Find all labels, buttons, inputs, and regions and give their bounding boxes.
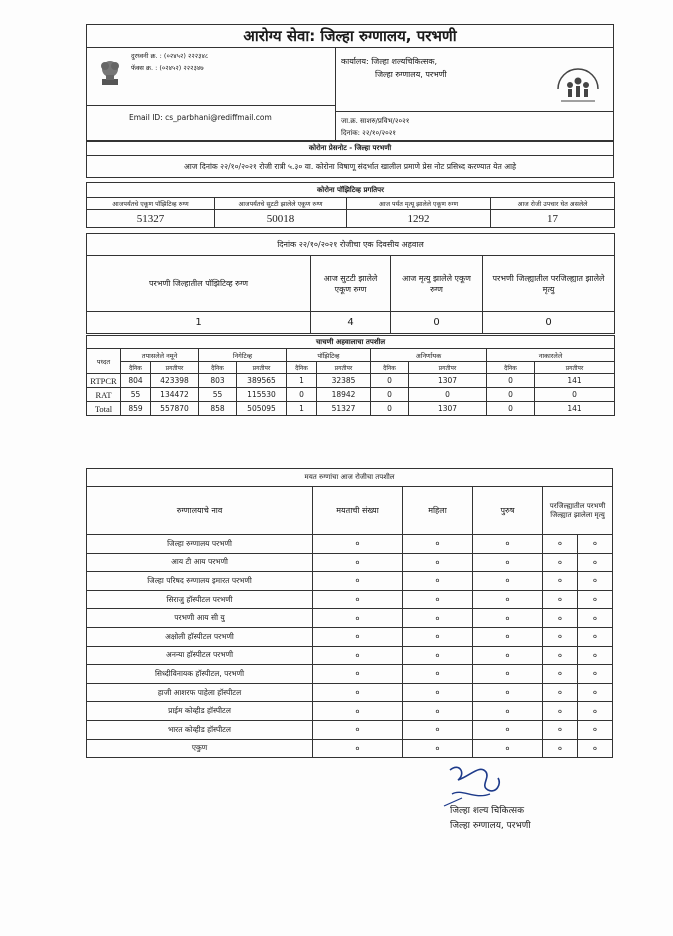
email-address: Email ID: cs_parbhani@rediffmail.com — [129, 113, 272, 122]
male-deaths-cell: ० — [473, 609, 543, 628]
outside-deaths-cell: ० — [578, 590, 613, 609]
table-cell: 0 — [487, 374, 535, 388]
table-cell: 557870 — [151, 402, 199, 416]
table-cell: 141 — [535, 374, 615, 388]
table-cell: 1307 — [409, 374, 487, 388]
nhm-logo-icon — [555, 65, 601, 105]
daily-report-heading: दिनांक २२/१०/२०२१ रोजीचा एक दिवसीय अहवाल — [87, 234, 615, 256]
table-cell: 1307 — [409, 402, 487, 416]
sub-header: प्रगतीपर — [409, 362, 487, 374]
total-deaths-cell: ० — [313, 609, 403, 628]
female-deaths-cell: ० — [403, 646, 473, 665]
hospital-name-cell: सिराजु हॉस्पीटल परभणी — [87, 590, 313, 609]
table-row — [87, 720, 613, 739]
table-cell: 0 — [371, 402, 409, 416]
daily-label: परभणी जिल्हातील पॉझिटिव्ह रुग्ण — [87, 256, 311, 312]
table-cell: 55 — [199, 388, 237, 402]
press-note-text: आज दिनांक २२/१०/२०२१ रोजी रात्री ५.३० वा. कोरोना विषाणू संदर्भात खालील प्रमाणे प्रेस नोट प्रसिध्द करण्यात येत आहे — [87, 156, 614, 178]
table-row — [87, 388, 615, 402]
hospital-name-cell: आय टी आय परभणी — [87, 553, 313, 572]
male-deaths-cell: ० — [473, 739, 543, 758]
total-deaths-cell: ० — [313, 535, 403, 554]
sub-header: प्रगतीपर — [535, 362, 615, 374]
sub-header: प्रगतीपर — [151, 362, 199, 374]
hospital-name-cell: अक्षोली हॉस्पीटल परभणी — [87, 627, 313, 646]
col-hospital-header: रुग्णालयाचे नाव — [87, 487, 313, 535]
hospital-name-cell: प्राईम कोव्हीड हॉस्पीटल — [87, 702, 313, 721]
outside-deaths-cell: ० — [543, 702, 578, 721]
office-line-2: जिल्हा रुग्णालय, परभणी — [375, 70, 447, 79]
total-deaths-cell: ० — [313, 627, 403, 646]
total-deaths-cell: ० — [313, 646, 403, 665]
group-header: पॉझिटिव्ह — [287, 349, 371, 362]
male-deaths-cell: ० — [473, 590, 543, 609]
daily-label: आज मृत्यु झालेले एकूण रुग्ण — [391, 256, 483, 312]
office-address — [341, 55, 447, 81]
table-cell: 32385 — [317, 374, 371, 388]
table-cell: 0 — [487, 402, 535, 416]
table-row — [87, 683, 613, 702]
female-deaths-cell: ० — [403, 609, 473, 628]
total-positive-value: 51327 — [87, 210, 215, 228]
deaths-table-body — [86, 534, 613, 758]
table-cell: 115530 — [237, 388, 287, 402]
outside-deaths-cell: ० — [578, 627, 613, 646]
sub-header: दैनिक — [487, 362, 535, 374]
outside-deaths-cell: ० — [578, 535, 613, 554]
hospital-name-cell: एकुण — [87, 739, 313, 758]
female-deaths-cell: ० — [403, 739, 473, 758]
deaths-heading: मयत रुग्णांचा आज रोजीचा तपशील — [87, 469, 613, 487]
table-cell: 0 — [409, 388, 487, 402]
group-header: तपासलेले नमूने — [121, 349, 199, 362]
total-deaths-cell: ० — [313, 665, 403, 684]
table-cell: 141 — [535, 402, 615, 416]
total-deaths-value: 1292 — [347, 210, 491, 228]
female-deaths-cell: ० — [403, 535, 473, 554]
cumulative-label: आजपर्यंतचे एकूण पॉझिटिव्ह रुग्ण — [87, 198, 215, 210]
male-deaths-cell: ० — [473, 535, 543, 554]
male-deaths-cell: ० — [473, 553, 543, 572]
male-deaths-cell: ० — [473, 702, 543, 721]
table-cell: 0 — [371, 388, 409, 402]
daily-deaths-value: 0 — [391, 312, 483, 334]
office-line-1: कार्यालय: जिल्हा शल्यचिकित्सक, — [341, 57, 438, 66]
reference-date: दिनांक: २२/१०/२०२१ — [341, 129, 397, 137]
cumulative-table — [86, 182, 615, 228]
outside-deaths-cell: ० — [543, 665, 578, 684]
table-row — [87, 665, 613, 684]
group-header: नाकारलेले — [487, 349, 615, 362]
method-cell: RTPCR — [87, 374, 121, 388]
testing-table — [86, 335, 615, 416]
letterhead — [86, 24, 614, 142]
press-note-table — [86, 140, 614, 178]
table-row — [87, 646, 613, 665]
signature-designation: जिल्हा शल्य चिकित्सक — [450, 806, 525, 816]
table-cell: 859 — [121, 402, 151, 416]
active-cases-value: 17 — [491, 210, 615, 228]
fax-number: फॅक्स क्र. : (०२४५२) २२२३४७ — [131, 64, 204, 72]
deaths-table — [86, 468, 613, 535]
reference-block — [341, 115, 409, 139]
daily-outside-deaths-value: 0 — [483, 312, 615, 334]
sub-header: दैनिक — [287, 362, 317, 374]
table-cell: 803 — [199, 374, 237, 388]
table-cell: 55 — [121, 388, 151, 402]
outside-deaths-cell: ० — [578, 702, 613, 721]
cumulative-label: आजपर्यंतचे सुटटी झालेले एकूण रुग्ण — [215, 198, 347, 210]
table-row — [87, 402, 615, 416]
outside-deaths-cell: ० — [578, 720, 613, 739]
letterhead-right — [335, 47, 613, 141]
male-deaths-cell: ० — [473, 720, 543, 739]
group-header: निगेटिव्ह — [199, 349, 287, 362]
table-cell: 423398 — [151, 374, 199, 388]
table-cell: 51327 — [317, 402, 371, 416]
phone-number: दुरध्वनी क्र. : (०२४५२) २२२३४८ — [131, 52, 209, 60]
outside-deaths-cell: ० — [543, 683, 578, 702]
table-cell: 0 — [487, 388, 535, 402]
outside-deaths-cell: ० — [543, 572, 578, 591]
col-total-header: मयताची संख्या — [313, 487, 403, 535]
table-row — [87, 627, 613, 646]
table-cell: 505095 — [237, 402, 287, 416]
daily-label: परभणी जिल्ह्यातील परजिल्ह्यात झालेले मृत्यु — [483, 256, 615, 312]
table-cell: 0 — [287, 388, 317, 402]
col-outside-header: परजिल्ह्यातील परभणी जिल्ह्यात झालेला मृत्यु — [543, 487, 613, 535]
table-row — [87, 572, 613, 591]
outside-deaths-cell: ० — [543, 627, 578, 646]
table-row — [87, 590, 613, 609]
outside-deaths-cell: ० — [578, 683, 613, 702]
outside-deaths-cell: ० — [543, 609, 578, 628]
page-title: आरोग्य सेवा: जिल्हा रुग्णालय, परभणी — [87, 25, 613, 48]
daily-report-table — [86, 233, 615, 334]
outside-deaths-cell: ० — [578, 609, 613, 628]
reference-number: जा.क्र. साशरु/प्रविभ/२०२१ — [341, 117, 410, 125]
female-deaths-cell: ० — [403, 720, 473, 739]
press-note-heading: कोरोना प्रेसनोट - जिल्हा परभणी — [87, 141, 614, 156]
total-deaths-cell: ० — [313, 572, 403, 591]
outside-deaths-cell: ० — [578, 572, 613, 591]
sub-header: प्रगतीपर — [317, 362, 371, 374]
method-header: पध्दत — [87, 349, 121, 374]
outside-deaths-cell: ० — [578, 739, 613, 758]
table-cell: 1 — [287, 402, 317, 416]
female-deaths-cell: ० — [403, 590, 473, 609]
table-row — [87, 553, 613, 572]
female-deaths-cell: ० — [403, 702, 473, 721]
outside-deaths-cell: ० — [578, 665, 613, 684]
sub-header: प्रगतीपर — [237, 362, 287, 374]
hospital-name-cell: परभणी आय सी यु — [87, 609, 313, 628]
outside-deaths-cell: ० — [543, 535, 578, 554]
daily-label: आज सुटटी झालेले एकूण रुग्ण — [311, 256, 391, 312]
female-deaths-cell: ० — [403, 553, 473, 572]
table-row — [87, 609, 613, 628]
sub-header: दैनिक — [199, 362, 237, 374]
table-cell: 389565 — [237, 374, 287, 388]
table-cell: 804 — [121, 374, 151, 388]
hospital-name-cell: अनन्या हॉस्पीटल परभणी — [87, 646, 313, 665]
male-deaths-cell: ० — [473, 683, 543, 702]
col-male-header: पुरुष — [473, 487, 543, 535]
total-deaths-cell: ० — [313, 702, 403, 721]
hospital-name-cell: सिध्दीविनायक हॉस्पीटल, परभणी — [87, 665, 313, 684]
male-deaths-cell: ० — [473, 646, 543, 665]
male-deaths-cell: ० — [473, 572, 543, 591]
table-row — [87, 702, 613, 721]
total-deaths-cell: ० — [313, 553, 403, 572]
hospital-name-cell: भारत कोव्हीड हॉस्पीटल — [87, 720, 313, 739]
method-cell: RAT — [87, 388, 121, 402]
hospital-name-cell: हाजी आशरफ पाहेला हॉस्पीटल — [87, 683, 313, 702]
hospital-name-cell: जिल्हा परिषद रुग्णालय इमारत परभणी — [87, 572, 313, 591]
daily-discharged-value: 4 — [311, 312, 391, 334]
testing-heading: चाचणी अहवालाचा तपशील — [87, 336, 615, 349]
table-cell: 134472 — [151, 388, 199, 402]
male-deaths-cell: ० — [473, 665, 543, 684]
table-row — [87, 535, 613, 554]
table-row — [87, 739, 613, 758]
female-deaths-cell: ० — [403, 683, 473, 702]
sub-header: दैनिक — [121, 362, 151, 374]
total-deaths-cell: ० — [313, 720, 403, 739]
total-discharged-value: 50018 — [215, 210, 347, 228]
outside-deaths-cell: ० — [543, 553, 578, 572]
table-cell: 0 — [371, 374, 409, 388]
outside-deaths-cell: ० — [578, 646, 613, 665]
cumulative-heading: कोरोना पॉझिटिव्ह प्रगतिपर — [87, 183, 615, 198]
table-cell: 1 — [287, 374, 317, 388]
hospital-name-cell: जिल्हा रुग्णालय परभणी — [87, 535, 313, 554]
outside-deaths-cell: ० — [543, 720, 578, 739]
outside-deaths-cell: ० — [578, 553, 613, 572]
cumulative-label: आज पर्यंत मृत्यू झालेले एकूण रुग्ण — [347, 198, 491, 210]
daily-positive-value: 1 — [87, 312, 311, 334]
divider — [335, 111, 613, 112]
outside-deaths-cell: ० — [543, 739, 578, 758]
cumulative-label: आज रोजी उपचार घेत असलेले — [491, 198, 615, 210]
table-cell: 0 — [535, 388, 615, 402]
table-cell: 18942 — [317, 388, 371, 402]
female-deaths-cell: ० — [403, 665, 473, 684]
col-female-header: महिला — [403, 487, 473, 535]
table-row — [87, 374, 615, 388]
method-cell: Total — [87, 402, 121, 416]
sub-header: दैनिक — [371, 362, 409, 374]
divider — [87, 105, 335, 106]
total-deaths-cell: ० — [313, 739, 403, 758]
male-deaths-cell: ० — [473, 627, 543, 646]
signature-office: जिल्हा रुग्णालय, परभणी — [450, 821, 531, 831]
female-deaths-cell: ० — [403, 572, 473, 591]
total-deaths-cell: ० — [313, 590, 403, 609]
outside-deaths-cell: ० — [543, 646, 578, 665]
female-deaths-cell: ० — [403, 627, 473, 646]
total-deaths-cell: ० — [313, 683, 403, 702]
table-cell: 858 — [199, 402, 237, 416]
letterhead-left — [87, 47, 336, 141]
ashoka-emblem-icon — [97, 57, 123, 87]
group-header: अनिर्णायक — [371, 349, 487, 362]
outside-deaths-cell: ० — [543, 590, 578, 609]
